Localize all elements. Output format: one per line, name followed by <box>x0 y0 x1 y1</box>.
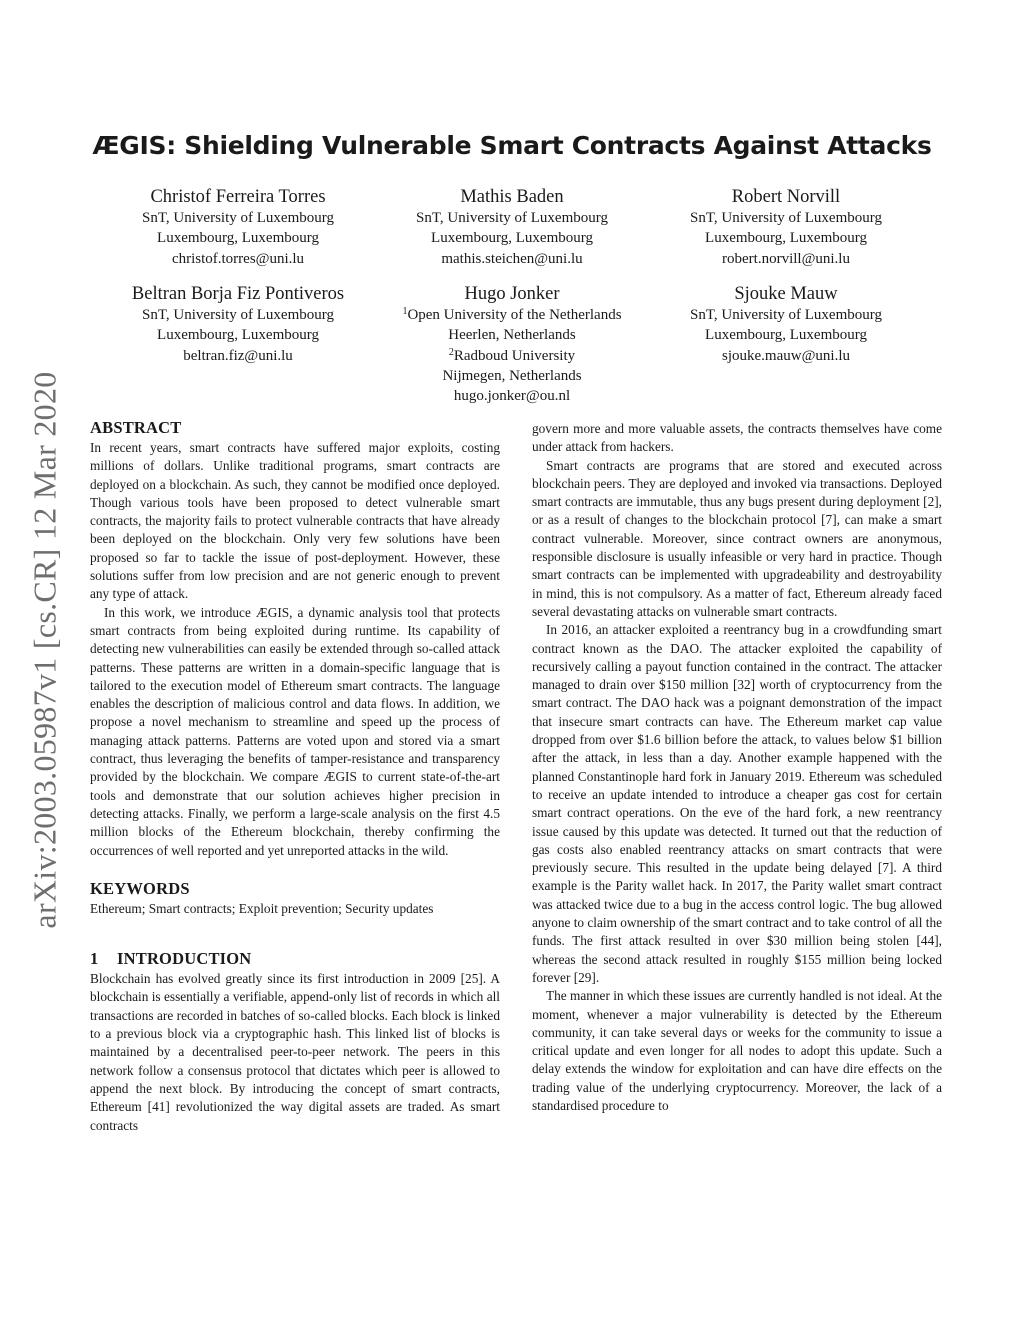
author-block <box>362 283 662 406</box>
author-block <box>88 283 388 366</box>
introduction-heading: 1 INTRODUCTION <box>90 949 252 969</box>
arxiv-identifier <box>26 350 63 950</box>
arxiv-identifier-text: arXiv:2003.05987v1 [cs.CR] 12 Mar 2020 <box>26 371 63 929</box>
author-affiliation: SnT, University of Luxembourg <box>416 210 608 226</box>
affiliation-marker: 1 <box>402 306 408 317</box>
author-email: beltran.fiz@uni.lu <box>183 347 293 364</box>
author-location: Luxembourg, Luxembourg <box>157 327 319 344</box>
author-affiliation: SnT, University of Luxembourg <box>142 307 334 323</box>
affiliation-marker: 2 <box>448 346 454 358</box>
author-block <box>636 283 936 366</box>
author-email: mathis.steichen@uni.lu <box>441 250 583 267</box>
paper-title: ÆGIS: Shielding Vulnerable Smart Contracts Against Attacks <box>92 131 932 160</box>
body-paragraph: The manner in which these issues are currently handled is not ideal. At the moment, whenever a major vulnerability is detected by the Ethereum community, it can take several days or weeks for the community to issue a critical update and even longer for all nodes to adopt this update. Such a delay extends the window for exploitation and can have dire effects on the trading value of the underlying cryptocurrency. Moreover, the lack of a standardised procedure to <box>532 988 942 1113</box>
left-column <box>90 417 500 1135</box>
author-email: sjouke.mauw@uni.lu <box>722 347 850 364</box>
author-name: Mathis Baden <box>460 187 564 207</box>
author-location: Nijmegen, Netherlands <box>442 367 582 384</box>
author-location: Luxembourg, Luxembourg <box>431 230 593 247</box>
body-paragraph: In 2016, an attacker exploited a reentrancy bug in a crowdfunding smart contract known as the DAO. The attacker exploited the capability of recursively calling a payout function contained in the contract. The attacker managed to drain over $150 million [32] worth of cryptocurrency from the smart contract. The DAO hack was a poignant demonstration of the impact that insecure smart contracts can have. The Ethereum market cap value dropped from over $1.6 billion before the attack, to values below $1 billion after the attack, in less than a day. Another example happened with the planned Constantinople hard fork in January 2019. Ethereum was scheduled to receive an update intended to introduce a cheaper gas cost for certain smart contract operations. On the eve of the hard fork, a new reentrancy issue caused by this update was detected. It turned out that the reduction of gas costs also enabled reentrancy attacks on smart contracts that were previously secure. This resulted in the update being delayed [7]. A third example is the Parity wallet hack. In 2017, the Parity wallet smart contract was attacked twice due to a bug in the access control logic. The bug allowed anyone to claim ownership of the smart contract and to take control of all the funds. The first attack resulted in over $30 million being stolen [44], whereas the second attack resulted in roughly $155 million being locked forever [29]. <box>532 622 942 985</box>
keywords-text: Ethereum; Smart contracts; Exploit prevention; Security updates <box>90 900 434 916</box>
author-name: Beltran Borja Fiz Pontiveros <box>131 284 345 304</box>
right-column <box>532 420 942 1115</box>
author-block <box>88 186 388 269</box>
body-paragraph: Blockchain has evolved greatly since its first introduction in 2009 [25]. A blockchain is essentially a verifiable, append-only list of records in which all transactions are recorded in batches of so-called blocks. Each block is linked to a previous block via a cryptographic hash. This linked list of blocks is maintained by a decentralised peer-to-peer network. The peers in this network follow a consensus protocol that dictates which peer is allowed to append the next block. By introducing the concept of smart contracts, Ethereum [41] revolutionized the way digital assets are traded. As smart contracts <box>90 971 500 1133</box>
author-location: Luxembourg, Luxembourg <box>157 230 319 247</box>
author-name: Sjouke Mauw <box>734 284 838 304</box>
author-location: Luxembourg, Luxembourg <box>705 327 867 344</box>
author-affiliation: SnT, University of Luxembourg <box>690 307 882 323</box>
author-name: Christof Ferreira Torres <box>150 187 326 207</box>
abstract-paragraph: In recent years, smart contracts have suffered major exploits, costing millions of dollars. Unlike traditional programs, smart contracts are deployed on a blockchain. As such, they cannot be modified once deployed. Though various tools have been proposed to detect vulnerable smart contracts, the majority fails to protect vulnerable contracts that have already been deployed on the blockchain. Only very few solutions have been proposed so far to tackle the issue of post-deployment. However, these solutions suffer from low precision and are not generic enough to prevent any type of attack. <box>90 440 500 602</box>
author-affiliation: SnT, University of Luxembourg <box>142 210 334 226</box>
keywords-heading: KEYWORDS <box>90 878 190 898</box>
author-affiliation: $^2$Radboud University <box>448 346 576 364</box>
author-name: Robert Norvill <box>731 187 841 207</box>
author-affiliation: SnT, University of Luxembourg <box>690 210 882 226</box>
author-email: hugo.jonker@ou.nl <box>453 388 571 405</box>
author-name: Hugo Jonker <box>464 284 560 304</box>
author-affiliation: $^1$Open University of the Netherlands <box>402 306 622 323</box>
abstract-paragraph: In this work, we introduce ÆGIS, a dynamic analysis tool that protects smart contracts from being exploited during runtime. Its capability of detecting new vulnerabilities can easily be extended through so-called attack patterns. These patterns are written in a domain-specific language that is tailored to the execution model of Ethereum smart contracts. The language enables the description of malicious control and data flows. In addition, we propose a novel mechanism to streamline and speed up the process of managing attack patterns. Patterns are voted upon and stored via a smart contract, thus leveraging the benefits of tamper-resistance and transparency provided by the blockchain. We compare ÆGIS to current state-of-the-art tools and demonstrate that our solution achieves higher precision in detecting attacks. Finally, we perform a large-scale analysis on the first 4.5 million blocks of the Ethereum blockchain, thereby confirming the occurrences of well reported and yet unreported attacks in the wild. <box>90 604 500 858</box>
body-paragraph: Smart contracts are programs that are stored and executed across blockchain peers. They are deployed and invoked via transactions. Deployed smart contracts are immutable, thus any bugs present during deployment [2], or as a result of changes to the blockchain protocol [7], can make a smart contract vulnerable. Moreover, since contract owners are anonymous, responsible disclosure is usually infeasible or very hard in practice. Though smart contracts can be implemented with upgradeability and destroyability in mind, this is not compulsory. As a matter of fact, Ethereum already faced several devastating attacks on vulnerable smart contracts. <box>532 457 942 619</box>
body-paragraph: govern more and more valuable assets, the contracts themselves have come under attack from hackers. <box>532 421 942 455</box>
author-email: christof.torres@uni.lu <box>171 250 305 267</box>
author-block <box>636 186 936 269</box>
author-location: Heerlen, Netherlands <box>448 327 576 344</box>
author-email: robert.norvill@uni.lu <box>722 250 850 267</box>
author-block <box>362 186 662 269</box>
author-location: Luxembourg, Luxembourg <box>705 230 867 247</box>
abstract-heading: ABSTRACT <box>90 418 182 437</box>
